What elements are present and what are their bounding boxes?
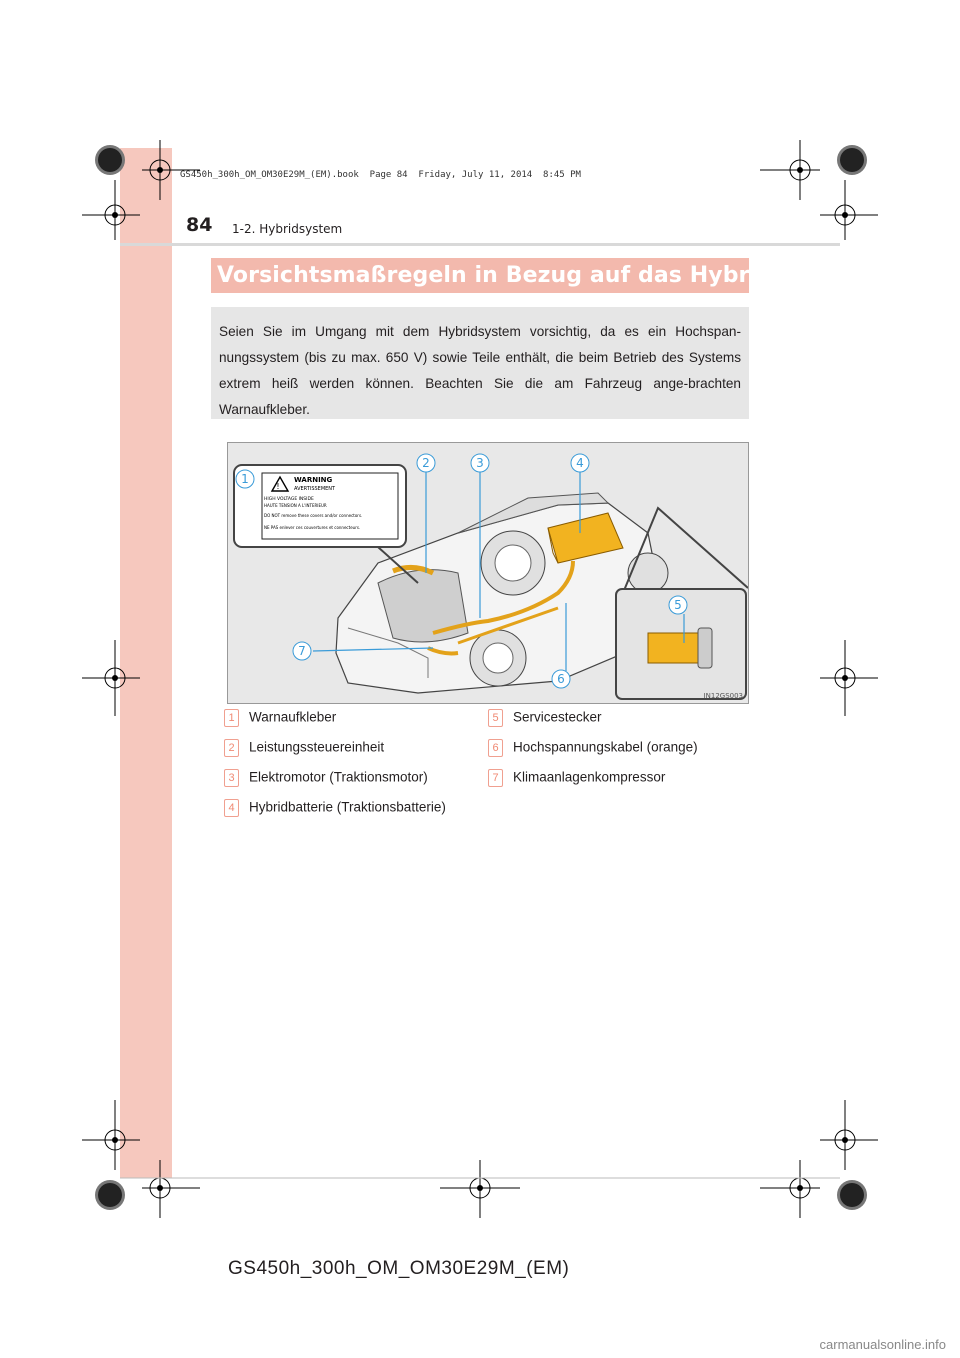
watermark: carmanualsonline.info: [819, 1337, 946, 1352]
label-avertissement: AVERTISSEMENT: [294, 486, 336, 492]
legend-item-7: [488, 769, 665, 787]
label-hv-inside: HIGH VOLTAGE INSIDE: [264, 497, 314, 502]
legend-text: Warnaufkleber: [249, 709, 337, 725]
legend-number: 1: [224, 709, 239, 727]
legend-text: Servicestecker: [513, 709, 602, 725]
callout-4: 4: [576, 456, 584, 470]
legend-item-4: [224, 799, 446, 817]
book-stamp: GS450h_300h_OM_OM30E29M_(EM).book Page 84 Friday, July 11, 2014 8:45 PM: [180, 170, 581, 180]
legend-item-1: [224, 709, 336, 727]
legend-number: 7: [488, 769, 503, 787]
label-warning: WARNING: [294, 476, 333, 484]
legend-item-6: [488, 739, 698, 757]
legend-item-5: [488, 709, 602, 727]
callout-6: 6: [557, 672, 565, 686]
car-diagram: [228, 443, 749, 704]
svg-text:!: !: [276, 482, 280, 491]
legend-number: 6: [488, 739, 503, 757]
hybrid-system-illustration: [227, 442, 749, 704]
figure-code: IN12GS003: [703, 692, 743, 700]
page-number: 84: [186, 214, 213, 236]
intro-text: Seien Sie im Umgang mit dem Hybridsystem vorsichtig, da es ein Hochspan-nungssystem (bis zu max. 650 V) sowie Teile enthält, die beim Betrieb des Systems extrem heiß werden können. Beachten Sie die am Fahrzeug ange-brachten Warnaufkleber.: [211, 307, 749, 419]
page-title: Vorsichtsmaßregeln in Bezug auf das Hybridsystem: [211, 258, 749, 293]
legend-number: 5: [488, 709, 503, 727]
callout-1: 1: [241, 472, 249, 486]
callout-7: 7: [298, 644, 306, 658]
legend-text: Hybridbatterie (Traktionsbatterie): [249, 799, 446, 815]
callout-2: 2: [422, 456, 430, 470]
label-hv-fr: HAUTE TENSION A L'INTERIEUR: [264, 503, 327, 508]
legend-number: 2: [224, 739, 239, 757]
callout-3: 3: [476, 456, 484, 470]
legend-text: Elektromotor (Traktionsmotor): [249, 769, 428, 785]
legend-item-3: [224, 769, 428, 787]
label-do-not: DO NOT remove these covers and/or connectors.: [264, 513, 363, 518]
callout-5: 5: [674, 598, 682, 612]
legend-number: 4: [224, 799, 239, 817]
legend-number: 3: [224, 769, 239, 787]
section-title: 1-2. Hybridsystem: [232, 222, 343, 236]
legend-text: Leistungssteuereinheit: [249, 739, 385, 755]
legend-item-2: [224, 739, 384, 757]
footer-doc-id: GS450h_300h_OM_OM30E29M_(EM): [228, 1258, 570, 1279]
legend-text: Klimaanlagenkompressor: [513, 769, 666, 785]
legend-text: Hochspannungskabel (orange): [513, 739, 698, 755]
label-ne-pas: NE PAS enlever ces couvertures et connecteurs.: [264, 525, 361, 530]
